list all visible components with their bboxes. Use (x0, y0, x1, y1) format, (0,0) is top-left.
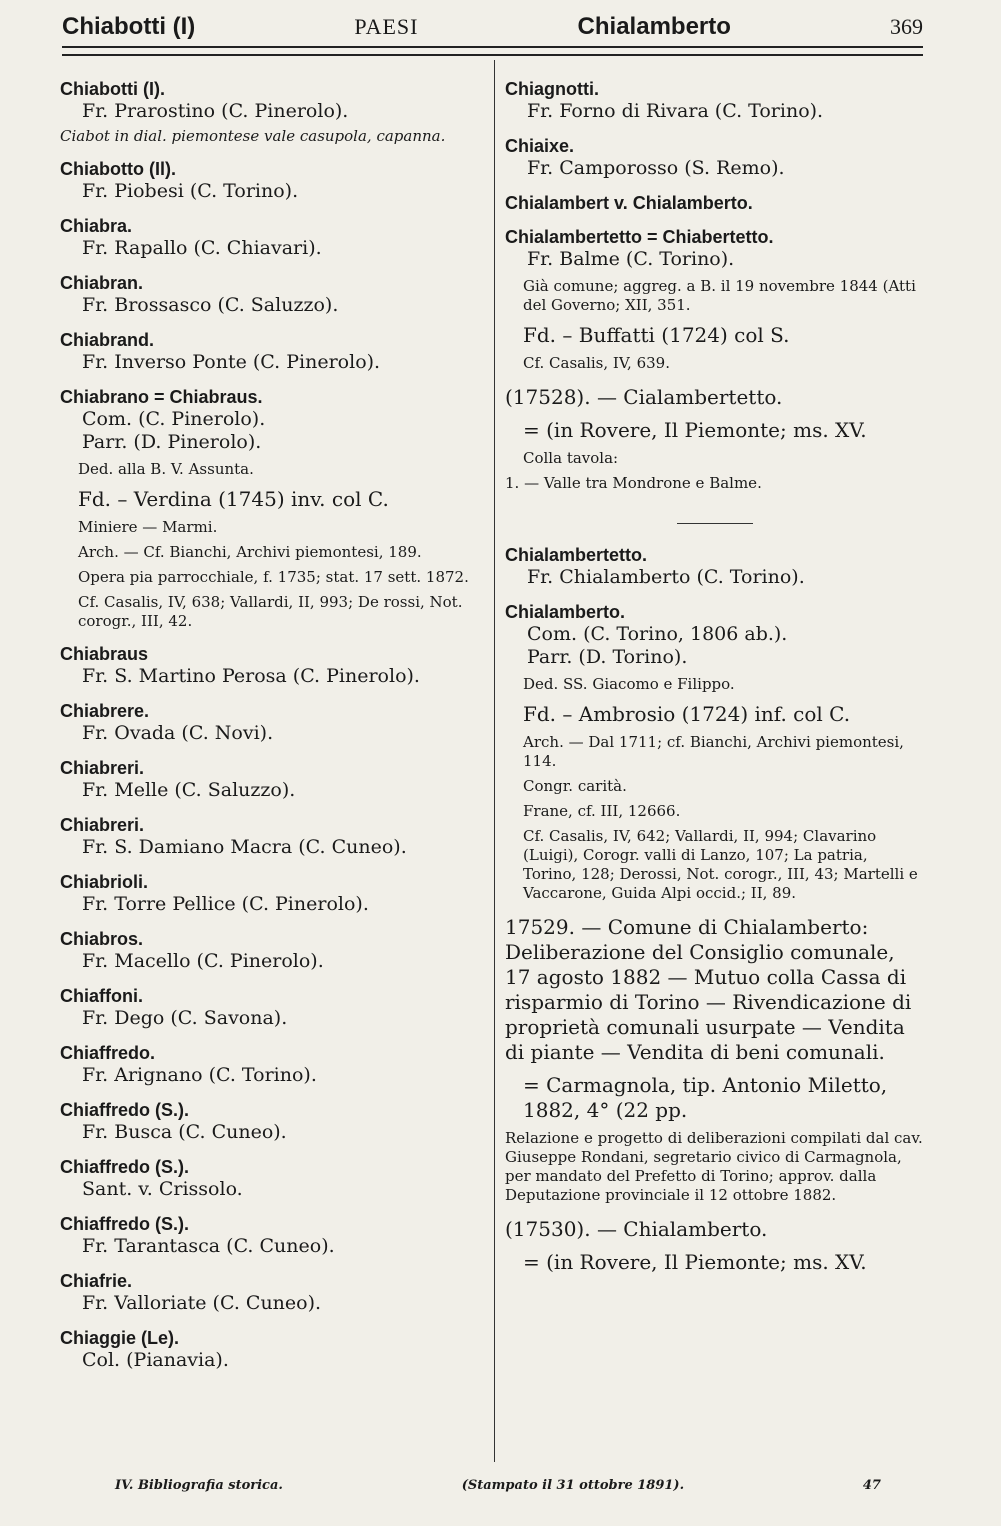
entry (60, 814, 480, 859)
record-imprint: = Carmagnola, tip. Antonio Miletto, 1882, 4° (22 pp. (523, 1073, 888, 1122)
entry (60, 158, 480, 203)
entry-fd-line: Fd. – Ambrosio (1724) inf. col C. (523, 702, 851, 726)
entry-line: Fr. Arignano (C. Torino). (82, 1064, 317, 1086)
entry-line: Fr. Rapallo (C. Chiavari). (82, 237, 322, 259)
entry-line: Fr. Brossasco (C. Saluzzo). (82, 294, 339, 316)
entry-headword: Chiaggie (Le). (60, 1328, 180, 1348)
entry-headword: Chialamberto. (505, 602, 626, 622)
entry-line: Com. (C. Pinerolo). (82, 408, 266, 430)
entry-note: Frane, cf. III, 12666. (523, 802, 681, 820)
entry-line: Fr. Valloriate (C. Cuneo). (82, 1292, 322, 1314)
entry-note: Arch. — Cf. Bianchi, Archivi piemontesi, 189. (78, 543, 422, 561)
entry-headword: Chiabreri. (60, 815, 145, 835)
entry-line: Parr. (D. Torino). (527, 646, 688, 668)
entry-note: Congr. carità. (523, 777, 627, 795)
entry-line: Fr. Ovada (C. Novi). (82, 722, 274, 744)
entry-line: Fr. Dego (C. Savona). (82, 1007, 288, 1029)
entry-line: Fr. Tarantasca (C. Cuneo). (82, 1235, 335, 1257)
entry (60, 985, 480, 1030)
record-imprint: = (in Rovere, Il Piemonte; ms. XV. (523, 418, 867, 442)
entry-note: Relazione e progetto di deliberazioni compilati dal cav. Giuseppe Rondani, segretario civico di Carmagnola, per mandato del Prefetto di Torino; approv. dalla Deputazione provinciale il 12 ottobre 1882. (505, 1129, 923, 1204)
right-column (505, 78, 925, 1287)
entry-headword: Chiagnotti. (505, 79, 599, 99)
entry-headword: Chiabrand. (60, 330, 155, 350)
entry (60, 757, 480, 802)
entry-line: Fr. Forno di Rivara (C. Torino). (527, 100, 824, 122)
entry (60, 1042, 480, 1087)
entry-note: Già comune; aggreg. a B. il 19 novembre 1844 (Atti del Governo; XII, 351. (523, 277, 916, 314)
entry-line: Fr. Piobesi (C. Torino). (82, 180, 299, 202)
header-rule (62, 46, 923, 48)
entry-line: Fr. S. Damiano Macra (C. Cuneo). (82, 836, 407, 858)
entry-headword: Chiaffoni. (60, 986, 143, 1006)
column-divider (494, 60, 495, 1462)
entry-note: 1. — Valle tra Mondrone e Balme. (505, 474, 762, 492)
entry-line: Fr. Melle (C. Saluzzo). (82, 779, 296, 801)
header-center: PAESI (354, 14, 419, 39)
page-number: 369 (889, 14, 923, 39)
bibliography-record (505, 385, 925, 493)
entry-headword: Chiaffredo. (60, 1043, 156, 1063)
footer-left: IV. Bibliografia storica. (115, 1478, 283, 1493)
separator-rule (677, 523, 753, 524)
entry-note: Ded. SS. Giacomo e Filippo. (523, 675, 735, 693)
entry-note: Opera pia parrocchiale, f. 1735; stat. 17 sett. 1872. (78, 568, 469, 586)
entry-headword: Chialambertetto. (505, 545, 648, 565)
header-rule-2 (62, 54, 923, 56)
entry (60, 1099, 480, 1144)
entry-line: Parr. (D. Pinerolo). (82, 431, 262, 453)
entry (505, 135, 925, 180)
entry-headword: Chiaffredo (S.). (60, 1214, 189, 1234)
entry (60, 329, 480, 374)
footer-center: (Stampato il 31 ottobre 1891). (461, 1478, 685, 1493)
record-text: (17530). — Chialamberto. (505, 1217, 768, 1241)
entry (60, 272, 480, 317)
entry (505, 226, 925, 373)
entry (60, 1270, 480, 1315)
entry-headword: Chialambertetto = Chiabertetto. (505, 227, 774, 247)
entry-headword: Chialambert v. Chialamberto. (505, 193, 753, 213)
entry-headword: Chiabotto (Il). (60, 159, 176, 179)
left-column (60, 78, 480, 1384)
entry (60, 1327, 480, 1372)
entry-headword: Chiabrano = Chiabraus. (60, 387, 263, 407)
header-right: Chialamberto (577, 13, 731, 40)
footer-right: 47 (862, 1478, 881, 1493)
entry-line: Sant. v. Crissolo. (82, 1178, 243, 1200)
entry (60, 78, 480, 146)
record-imprint: = (in Rovere, Il Piemonte; ms. XV. (523, 1250, 867, 1274)
entry (60, 928, 480, 973)
entry (505, 78, 925, 123)
entry-headword: Chiaffredo (S.). (60, 1100, 189, 1120)
entry-fd-line: Fd. – Verdina (1745) inv. col C. (78, 487, 389, 511)
record-text: 17529. — Comune di Chialamberto: Deliberazione del Consiglio comunale, 17 agosto 1882 — Mutuo colla Cassa di risparmio di Torino — Rivendicazione di proprietà comunali usurpate — Vendita di piante — Vendita di beni comunali. (505, 915, 912, 1064)
entry-line: Fr. Inverso Ponte (C. Pinerolo). (82, 351, 381, 373)
entry-note: Cf. Casalis, IV, 638; Vallardi, II, 993; De rossi, Not. corogr., III, 42. (78, 593, 463, 630)
entry (60, 1213, 480, 1258)
entry (505, 192, 925, 214)
entry (60, 386, 480, 631)
entry-note: Arch. — Dal 1711; cf. Bianchi, Archivi piemontesi, 114. (523, 733, 904, 770)
entry-headword: Chiaffredo (S.). (60, 1157, 189, 1177)
entry-line: Fr. Busca (C. Cuneo). (82, 1121, 287, 1143)
running-header (62, 10, 923, 44)
entry-headword: Chiabra. (60, 216, 133, 236)
entry-note: Colla tavola: (523, 449, 619, 467)
entry-headword: Chiabotti (I). (60, 79, 165, 99)
entry-line: Fr. Macello (C. Pinerolo). (82, 950, 324, 972)
record-text: (17528). — Cialambertetto. (505, 385, 783, 409)
entry-line: Col. (Pianavia). (82, 1349, 229, 1371)
entry-line: Fr. Prarostino (C. Pinerolo). (82, 100, 349, 122)
bibliography-record (505, 915, 925, 1205)
entry-note: Cf. Casalis, IV, 642; Vallardi, II, 994; Clavarino (Luigi), Corogr. valli di Lanzo, 107; La patria, Torino, 128; Derossi, Not. corogr., III, 43; Martelli e Vaccarone, Guida Alpi occid.; II, 89. (523, 827, 918, 902)
entry (60, 871, 480, 916)
entry (60, 643, 480, 688)
entry (60, 215, 480, 260)
entry-note: Ciabot in dial. piemontese vale casupola, capanna. (60, 127, 446, 145)
entry-headword: Chiabrioli. (60, 872, 149, 892)
entry-headword: Chiabran. (60, 273, 144, 293)
entry-note: Cf. Casalis, IV, 639. (523, 354, 670, 372)
entry-headword: Chiaixe. (505, 136, 575, 156)
entry (60, 700, 480, 745)
entry (60, 1156, 480, 1201)
entry-headword: Chiabraus (60, 644, 149, 664)
entry (505, 544, 925, 589)
entry-fd-line: Fd. – Buffatti (1724) col S. (523, 323, 790, 347)
entry-line: Fr. Balme (C. Torino). (527, 248, 735, 270)
entry-line: Com. (C. Torino, 1806 ab.). (527, 623, 788, 645)
entry-headword: Chiafrie. (60, 1271, 133, 1291)
entry (505, 601, 925, 903)
entry-headword: Chiabros. (60, 929, 144, 949)
entry-line: Fr. S. Martino Perosa (C. Pinerolo). (82, 665, 420, 687)
entry-line: Fr. Torre Pellice (C. Pinerolo). (82, 893, 369, 915)
entry-note: Ded. alla B. V. Assunta. (78, 460, 254, 478)
entry-line: Fr. Camporosso (S. Remo). (527, 157, 785, 179)
bibliography-record (505, 1217, 925, 1275)
page-footer (115, 1478, 881, 1493)
entry-line: Fr. Chialamberto (C. Torino). (527, 566, 805, 588)
header-left: Chiabotti (I) (62, 13, 196, 40)
entry-headword: Chiabrere. (60, 701, 150, 721)
entry-note: Miniere — Marmi. (78, 518, 218, 536)
entry-headword: Chiabreri. (60, 758, 145, 778)
